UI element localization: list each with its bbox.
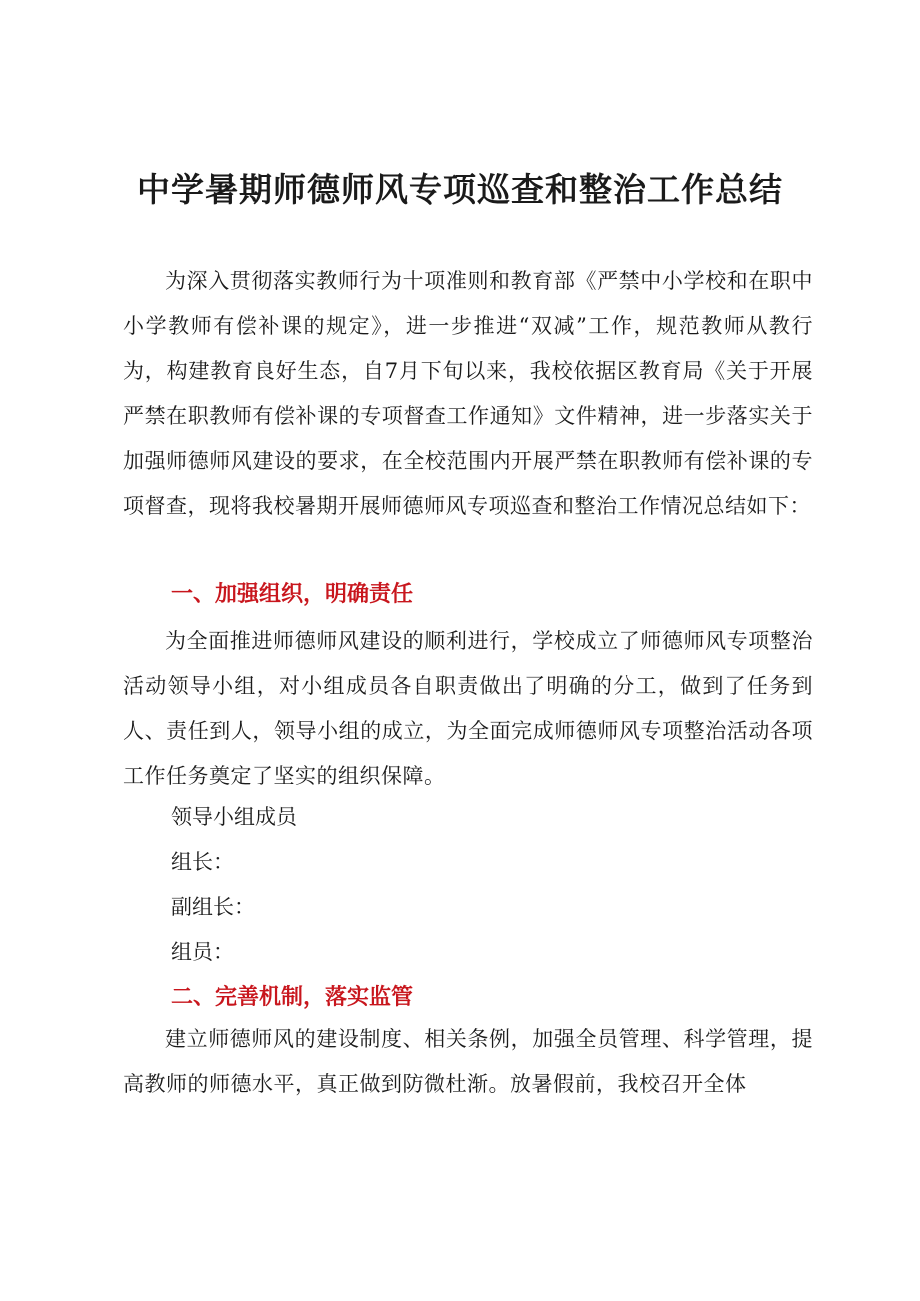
section1-paragraph: 为全面推进师德师风建设的顺利进行，学校成立了师德师风专项整治活动领导小组，对小组成员各自职责做出了明确的分工，做到了任务到人、责任到人，领导小组的成立，为全面完成师德师风专项整治活动各项工作任务奠定了坚实的组织保障。: [123, 629, 813, 788]
member-label: 组员：: [171, 940, 234, 964]
section2-heading: 二、完善机制，落实监管: [171, 985, 414, 1010]
section2-paragraph: 建立师德师风的建设制度、相关条例，加强全员管理、科学管理，提高教师的师德水平，真正做到防微杜渐。放暑假前，我校召开全体: [123, 1027, 813, 1096]
document-title: 中学暑期师德师风专项巡查和整治工作总结: [137, 170, 783, 209]
leader-label: 组长：: [171, 850, 234, 874]
members-label: 领导小组成员: [171, 805, 297, 829]
intro-paragraph: 为深入贯彻落实教师行为十项准则和教育部《严禁中小学校和在职中小学教师有偿补课的规定》，进一步推进“双减”工作，规范教师从教行为，构建教育良好生态，自7月下旬以来，我校依据区教育局《关于开展严禁在职教师有偿补课的专项督查工作通知》文件精神，进一步落实关于加强师德师风建设的要求，在全校范围内开展严禁在职教师有偿补课的专项督查，现将我校暑期开展师德师风专项巡查和整治工作情况总结如下：: [123, 269, 813, 518]
section1-heading: 一、加强组织，明确责任: [171, 582, 414, 607]
deputy-leader-label: 副组长：: [171, 895, 255, 919]
